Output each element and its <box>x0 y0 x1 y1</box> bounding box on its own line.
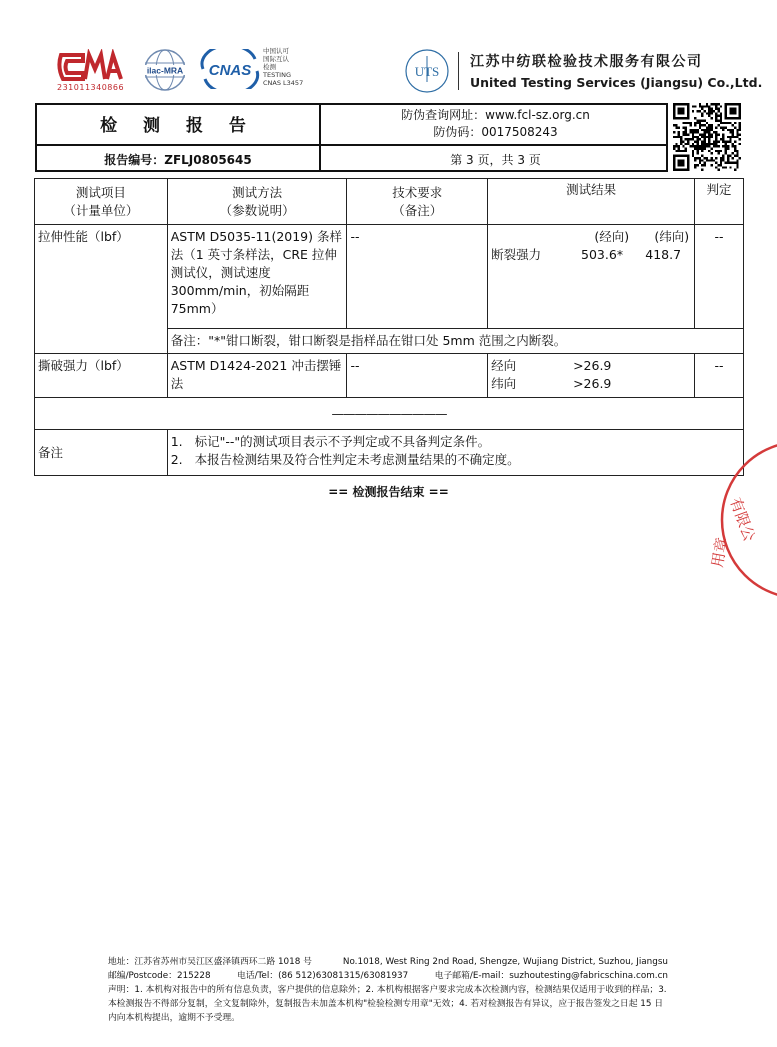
report-number: 报告编号：ZFLJ0805645 <box>104 153 252 167</box>
remark-item: 2. 本报告检测结果及符合性判定未考虑测量结果的不确定度。 <box>170 452 520 467</box>
tensile-note: 备注："*"钳口断裂，钳口断裂是指样品在钳口处 5mm 范围之内断裂。 <box>167 329 743 354</box>
footer-tel: 电话/Tel：(86 512)63081315/63081937 <box>237 971 409 981</box>
footer-statement: 声明：1. 本机构对报告中的所有信息负责，客户提供的信息除外；2. 本机构根据客户要求完成本次检测内容，检测结果仅适用于收到的样品；3. 本检测报告不得部分复制，全文复制除外，复制报告未加盖本机构"检验检测专用章"无效；4. 若对检测报告有异议，应于报告签发之日起 15 日内向本机构提出，逾期不予受理。 <box>108 985 667 1023</box>
table-divider-row <box>35 398 744 430</box>
anti-fake-code: 防伪码：0017508243 <box>433 125 558 139</box>
header-method: 测试方法 （参数说明） <box>167 179 347 225</box>
company-name-cn: 江苏中纺联检验技术服务有限公司 <box>470 54 703 70</box>
footer-address-cn: 地址：江苏省苏州市吴江区盛泽镇西环二路 1018 号 <box>108 957 312 967</box>
row-tensile-requirement: -- <box>347 225 488 329</box>
table-remarks-row <box>35 430 744 476</box>
row-tear-judge: -- <box>695 354 744 398</box>
remark-item: 1. 标记"--"的测试项目表示不予判定或不具备判定条件。 <box>170 434 491 449</box>
report-header <box>35 103 668 172</box>
header-judge: 判定 <box>695 179 744 225</box>
row-tensile-method: ASTM D5035-11(2019) 条样法（1 英寸条样法，CRE 拉伸测试仪，测试速度 300mm/min，初始隔距 75mm） <box>167 225 347 329</box>
report-title: 检 测 报 告 <box>100 116 256 136</box>
table-row <box>35 225 744 329</box>
header-item: 测试项目 （计量单位） <box>35 179 168 225</box>
table-row <box>35 354 744 398</box>
remarks-content <box>167 430 743 476</box>
cma-code: 231011340866 <box>57 83 125 92</box>
ilac-mra-logo <box>139 47 191 93</box>
row-tensile-item: 拉伸性能（lbf） <box>35 225 168 354</box>
report-end-marker: == 检测报告结束 == <box>328 485 449 499</box>
row-tear-method: ASTM D1424-2021 冲击摆锤法 <box>167 354 347 398</box>
footer-postcode: 邮编/Postcode：215228 <box>108 971 211 981</box>
footer <box>108 955 668 1025</box>
row-tear-item: 撕破强力（lbf） <box>35 354 168 398</box>
verification-url: 防伪查询网址：www.fcl-sz.org.cn <box>401 108 590 122</box>
footer-address-en: No.1018, West Ring 2nd Road, Shengze, Wujiang District, Suzhou, Jiangsu <box>342 957 668 967</box>
table-header-row <box>35 179 744 225</box>
company-divider <box>458 52 459 90</box>
page-indicator: 第 3 页，共 3 页 <box>450 153 541 167</box>
cnas-caption: 中国认可 国际互认 检测 TESTING CNAS L3457 <box>263 47 304 87</box>
cnas-logo <box>195 49 265 89</box>
header-requirement: 技术要求 （备注） <box>347 179 488 225</box>
footer-email: 电子邮箱/E-mail：suzhoutesting@fabricschina.com.cn <box>434 971 668 981</box>
cnas-text: CNAS <box>208 62 252 79</box>
remarks-label: 备注 <box>35 430 168 476</box>
row-tear-result: 经向 >26.9 纬向 >26.9 <box>488 354 695 398</box>
uts-text: UTS <box>414 64 440 79</box>
results-table <box>34 178 744 476</box>
company-seal <box>700 440 777 600</box>
svg-text:用章: 用章 <box>708 536 732 569</box>
row-tear-requirement: -- <box>347 354 488 398</box>
company-name-en: United Testing Services (Jiangsu) Co.,Ltd. <box>470 75 763 90</box>
qr-code <box>673 103 741 171</box>
divider-line: —————————— <box>35 398 744 430</box>
uts-logo <box>404 48 450 94</box>
row-tensile-result: (经向) (纬向) 断裂强力 503.6* 418.7 <box>488 225 695 329</box>
svg-text:有限公: 有限公 <box>726 495 759 544</box>
verification-info <box>321 107 670 141</box>
header-result: 测试结果 <box>488 179 695 225</box>
ilac-text: ilac-MRA <box>146 65 184 76</box>
accreditation-logos <box>55 45 315 95</box>
row-tensile-judge: -- <box>695 225 744 329</box>
